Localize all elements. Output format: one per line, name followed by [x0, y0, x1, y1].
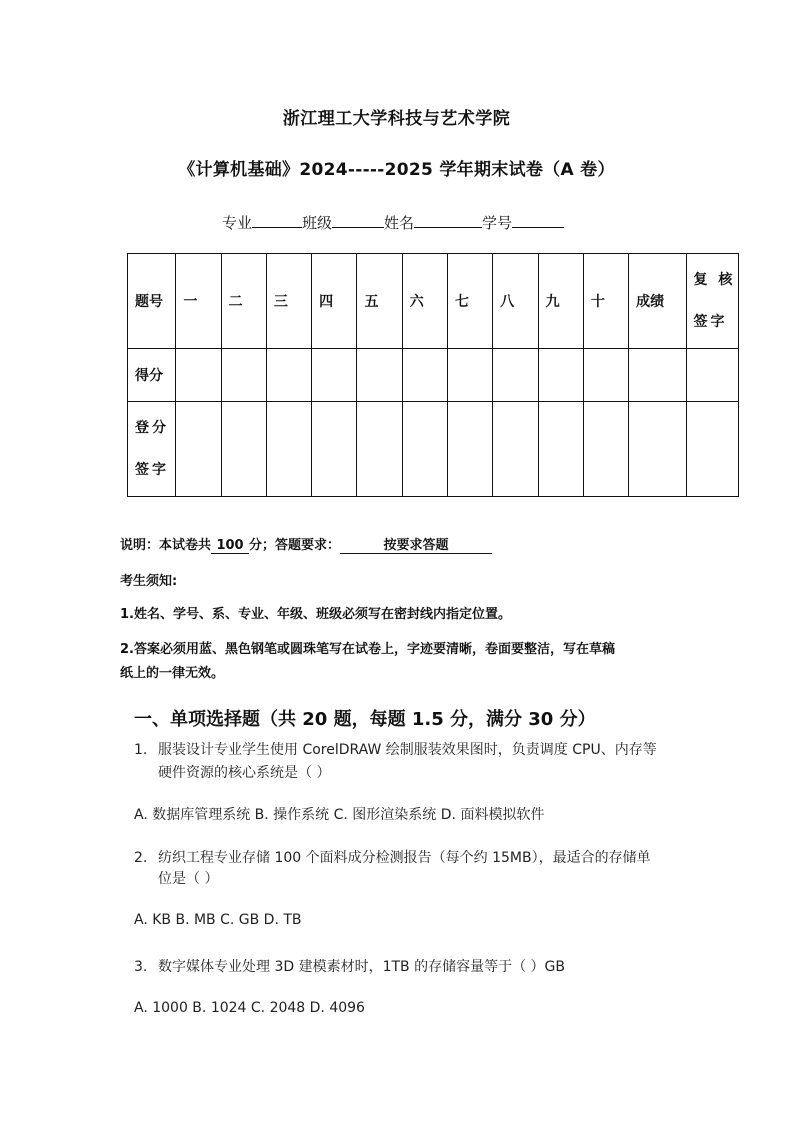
class-field[interactable]	[332, 212, 384, 228]
score-cell[interactable]	[357, 349, 402, 402]
column-header: 一	[176, 254, 221, 349]
sign-cell[interactable]	[583, 402, 628, 497]
sign-cell[interactable]	[538, 402, 583, 497]
review-label: 复 核	[693, 272, 736, 288]
student-id-field[interactable]	[512, 212, 564, 228]
column-header: 六	[402, 254, 447, 349]
total-points: 100	[211, 538, 249, 554]
review-sign-label: 签字	[693, 314, 728, 330]
major-field[interactable]	[252, 212, 302, 228]
column-header: 五	[357, 254, 402, 349]
review-sign-header	[686, 254, 739, 349]
score-row	[128, 349, 739, 402]
sign-row-label	[128, 402, 176, 497]
question-1-options: A. 数据库管理系统 B. 操作系统 C. 图形渲染系统 D. 面料模拟软件	[134, 807, 545, 823]
sign-cell[interactable]	[448, 402, 493, 497]
question-number: 3.	[134, 959, 148, 975]
sign-cell[interactable]	[629, 402, 686, 497]
student-info-line	[222, 212, 564, 233]
question-3-line-1	[134, 956, 565, 976]
question-2-line-2: 位是（ ）	[158, 871, 219, 887]
sign-cell[interactable]	[312, 402, 357, 497]
school-name: 浙江理工大学科技与艺术学院	[282, 109, 511, 129]
column-header: 十	[583, 254, 628, 349]
class-label: 班级	[302, 214, 333, 232]
sign-cell[interactable]	[266, 402, 311, 497]
table-header-row	[128, 254, 739, 349]
student-id-label: 学号	[482, 214, 513, 232]
column-header: 八	[493, 254, 538, 349]
score-cell[interactable]	[538, 349, 583, 402]
sign-cell[interactable]	[221, 402, 266, 497]
sign-row-label-line1: 登分	[135, 420, 169, 436]
review-cell[interactable]	[686, 349, 739, 402]
question-text: 数字媒体专业处理 3D 建模素材时，1TB 的存储容量等于（ ）GB	[158, 959, 566, 975]
major-label: 专业	[222, 214, 253, 232]
sign-cell[interactable]	[176, 402, 221, 497]
question-2-line-1	[134, 847, 651, 867]
score-table	[127, 253, 739, 497]
question-1-line-1	[134, 739, 657, 759]
question-3-options: A. 1000 B. 1024 C. 2048 D. 4096	[134, 1000, 365, 1016]
total-score-cell[interactable]	[629, 349, 686, 402]
exam-description	[120, 534, 492, 554]
score-cell[interactable]	[266, 349, 311, 402]
total-score-header: 成绩	[629, 254, 686, 349]
name-field[interactable]	[414, 212, 482, 228]
exam-title: 《计算机基础》2024-----2025 学年期末试卷（A 卷）	[178, 160, 615, 180]
sign-cell[interactable]	[357, 402, 402, 497]
question-number: 2.	[134, 850, 148, 866]
score-cell[interactable]	[448, 349, 493, 402]
sign-cell[interactable]	[493, 402, 538, 497]
score-cell[interactable]	[583, 349, 628, 402]
score-row-label: 得分	[128, 349, 176, 402]
score-cell[interactable]	[493, 349, 538, 402]
question-text: 服装设计专业学生使用 CorelDRAW 绘制服装效果图时，负责调度 CPU、内存等	[158, 742, 657, 758]
sign-cell[interactable]	[402, 402, 447, 497]
sign-row-label-line2: 签字	[135, 462, 169, 478]
notice-item-2: 2.答案必须用蓝、黑色钢笔或圆珠笔写在试卷上，字迹要清晰，卷面要整洁，写在草稿	[120, 642, 615, 657]
question-number: 1.	[134, 742, 148, 758]
score-cell[interactable]	[221, 349, 266, 402]
answer-requirement: 按要求答题	[340, 534, 492, 554]
question-text: 纺织工程专业存储 100 个面料成分检测报告（每个约 15MB），最适合的存储单	[158, 850, 651, 866]
score-cell[interactable]	[402, 349, 447, 402]
column-header: 二	[221, 254, 266, 349]
column-header: 四	[312, 254, 357, 349]
name-label: 姓名	[384, 214, 415, 232]
question-1-line-2: 硬件资源的核心系统是（ ）	[158, 765, 331, 781]
question-number-label: 题号	[128, 254, 176, 349]
notice-item-1: 1.姓名、学号、系、专业、年级、班级必须写在密封线内指定位置。	[120, 607, 511, 622]
sign-row	[128, 402, 739, 497]
description-prefix: 说明：本试卷共	[120, 538, 212, 553]
description-unit: 分；答题要求：	[249, 538, 341, 553]
score-cell[interactable]	[176, 349, 221, 402]
column-header: 七	[448, 254, 493, 349]
section-title: 一、单项选择题（共 20 题，每题 1.5 分，满分 30 分）	[134, 709, 596, 730]
notice-item-2-continued: 纸上的一律无效。	[120, 666, 225, 681]
column-header: 三	[266, 254, 311, 349]
column-header: 九	[538, 254, 583, 349]
score-cell[interactable]	[312, 349, 357, 402]
question-2-options: A. KB B. MB C. GB D. TB	[134, 912, 302, 928]
sign-cell[interactable]	[686, 402, 739, 497]
notice-title: 考生须知:	[120, 574, 178, 589]
